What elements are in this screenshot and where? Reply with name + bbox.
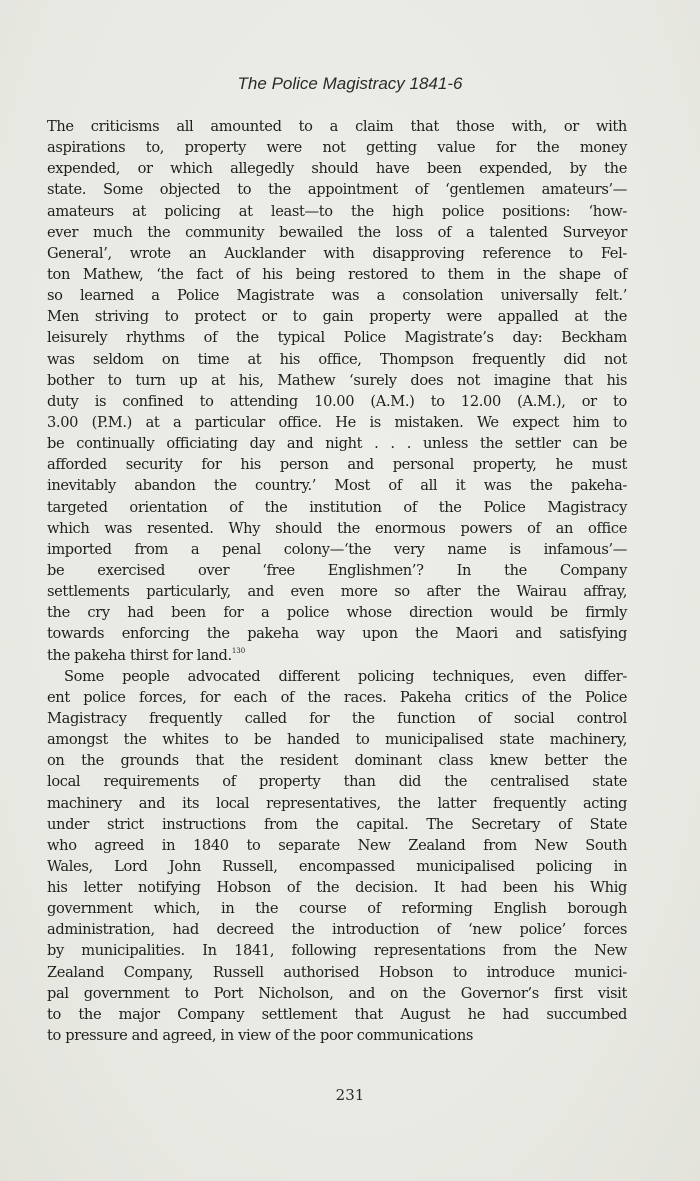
text-line: to pressure and agreed, in view of the poor communications	[47, 1027, 474, 1045]
text-line: imported from a penal colony—‘the very name is infamous’—	[47, 540, 627, 558]
text-line: inevitably abandon the country.’ Most of all it was the pakeha-	[47, 477, 627, 495]
text-line: under strict instructions from the capital. The Secretary of State	[47, 815, 627, 833]
text-line: 3.00 (P.M.) at a particular office. He is mistaken. We expect him to	[47, 413, 627, 431]
text-line: settlements particularly, and even more so after the Wairau affray,	[47, 583, 627, 601]
text-line: on the grounds that the resident dominant class knew better the	[47, 752, 627, 770]
text-line: amateurs at policing at least—to the high police positions: ‘how-	[47, 202, 627, 220]
text-line: be continually officiating day and night . . . unless the settler can be	[47, 435, 627, 453]
text-line: afforded security for his person and personal property, he must	[47, 456, 627, 474]
paragraph	[47, 666, 627, 1047]
text-line: towards enforcing the pakeha way upon the Maori and satisfying	[47, 625, 627, 643]
text-line: ent police forces, for each of the races. Pakeha critics of the Police	[47, 688, 627, 706]
text-line: Wales, Lord John Russell, encompassed municipalised policing in	[47, 857, 627, 875]
text-line: to the major Company settlement that August he had succumbed	[47, 1005, 627, 1023]
text-line: administration, had decreed the introduction of ‘new police’ forces	[47, 921, 627, 939]
text-line: General’, wrote an Aucklander with disapproving reference to Fel-	[47, 244, 627, 262]
text-line: by municipalities. In 1841, following representations from the New	[47, 942, 627, 960]
text-line: his letter notifying Hobson of the decision. It had been his Whig	[47, 879, 627, 897]
page-number: 231	[335, 1086, 365, 1104]
text-line: the cry had been for a police whose direction would be firmly	[47, 604, 627, 622]
paragraph	[47, 116, 627, 666]
text-line: machinery and its local representatives, the latter frequently acting	[47, 794, 627, 812]
text-line: bother to turn up at his, Mathew ‘surely does not imagine that his	[47, 371, 627, 389]
text-line: local requirements of property than did the centralised state	[47, 773, 627, 791]
text-line: The criticisms all amounted to a claim that those with, or with	[47, 118, 627, 135]
text-line: government which, in the course of reforming English borough	[47, 900, 627, 918]
body-text	[47, 116, 627, 1046]
text-line: was seldom on time at his office, Thompson frequently did not	[47, 350, 627, 368]
text-line: targeted orientation of the institution of the Police Magistracy	[47, 498, 627, 516]
text-line: so learned a Police Magistrate was a consolation universally felt.’	[47, 287, 627, 305]
text-line: state. Some objected to the appointment of ‘gentlemen amateurs’—	[47, 181, 627, 199]
text-line: Zealand Company, Russell authorised Hobson to introduce munici-	[47, 963, 627, 981]
running-head: The Police Magistracy 1841-6	[237, 74, 463, 93]
text-line: Magistracy frequently called for the function of social control	[47, 709, 627, 727]
text-line: aspirations to, property were not getting value for the money	[47, 139, 627, 157]
text-line: who agreed in 1840 to separate New Zealand from New South	[47, 836, 627, 854]
text-line: pal government to Port Nicholson, and on the Governor’s first visit	[47, 984, 627, 1002]
text-line: amongst the whites to be handed to municipalised state machinery,	[47, 731, 627, 749]
text-line: the pakeha thirst for land.$^{130}$	[47, 646, 246, 664]
text-line: be exercised over ‘free Englishmen’? In the Company	[47, 561, 627, 579]
footnote-marker: 130	[231, 646, 246, 655]
text-line: duty is confined to attending 10.00 (A.M.) to 12.00 (A.M.), or to	[47, 392, 627, 410]
text-line: ever much the community bewailed the loss of a talented Surveyor	[47, 223, 627, 241]
text-line: expended, or which allegedly should have been expended, by the	[47, 160, 627, 178]
text-line: leisurely rhythms of the typical Police Magistrate’s day: Beckham	[47, 329, 627, 347]
text-line: ton Mathew, ‘the fact of his being restored to them in the shape of	[47, 265, 627, 283]
text-line: which was resented. Why should the enormous powers of an office	[47, 519, 627, 537]
text-line: Men striving to protect or to gain property were appalled at the	[47, 308, 627, 326]
text-line: Some people advocated different policing techniques, even differ-	[64, 667, 627, 685]
